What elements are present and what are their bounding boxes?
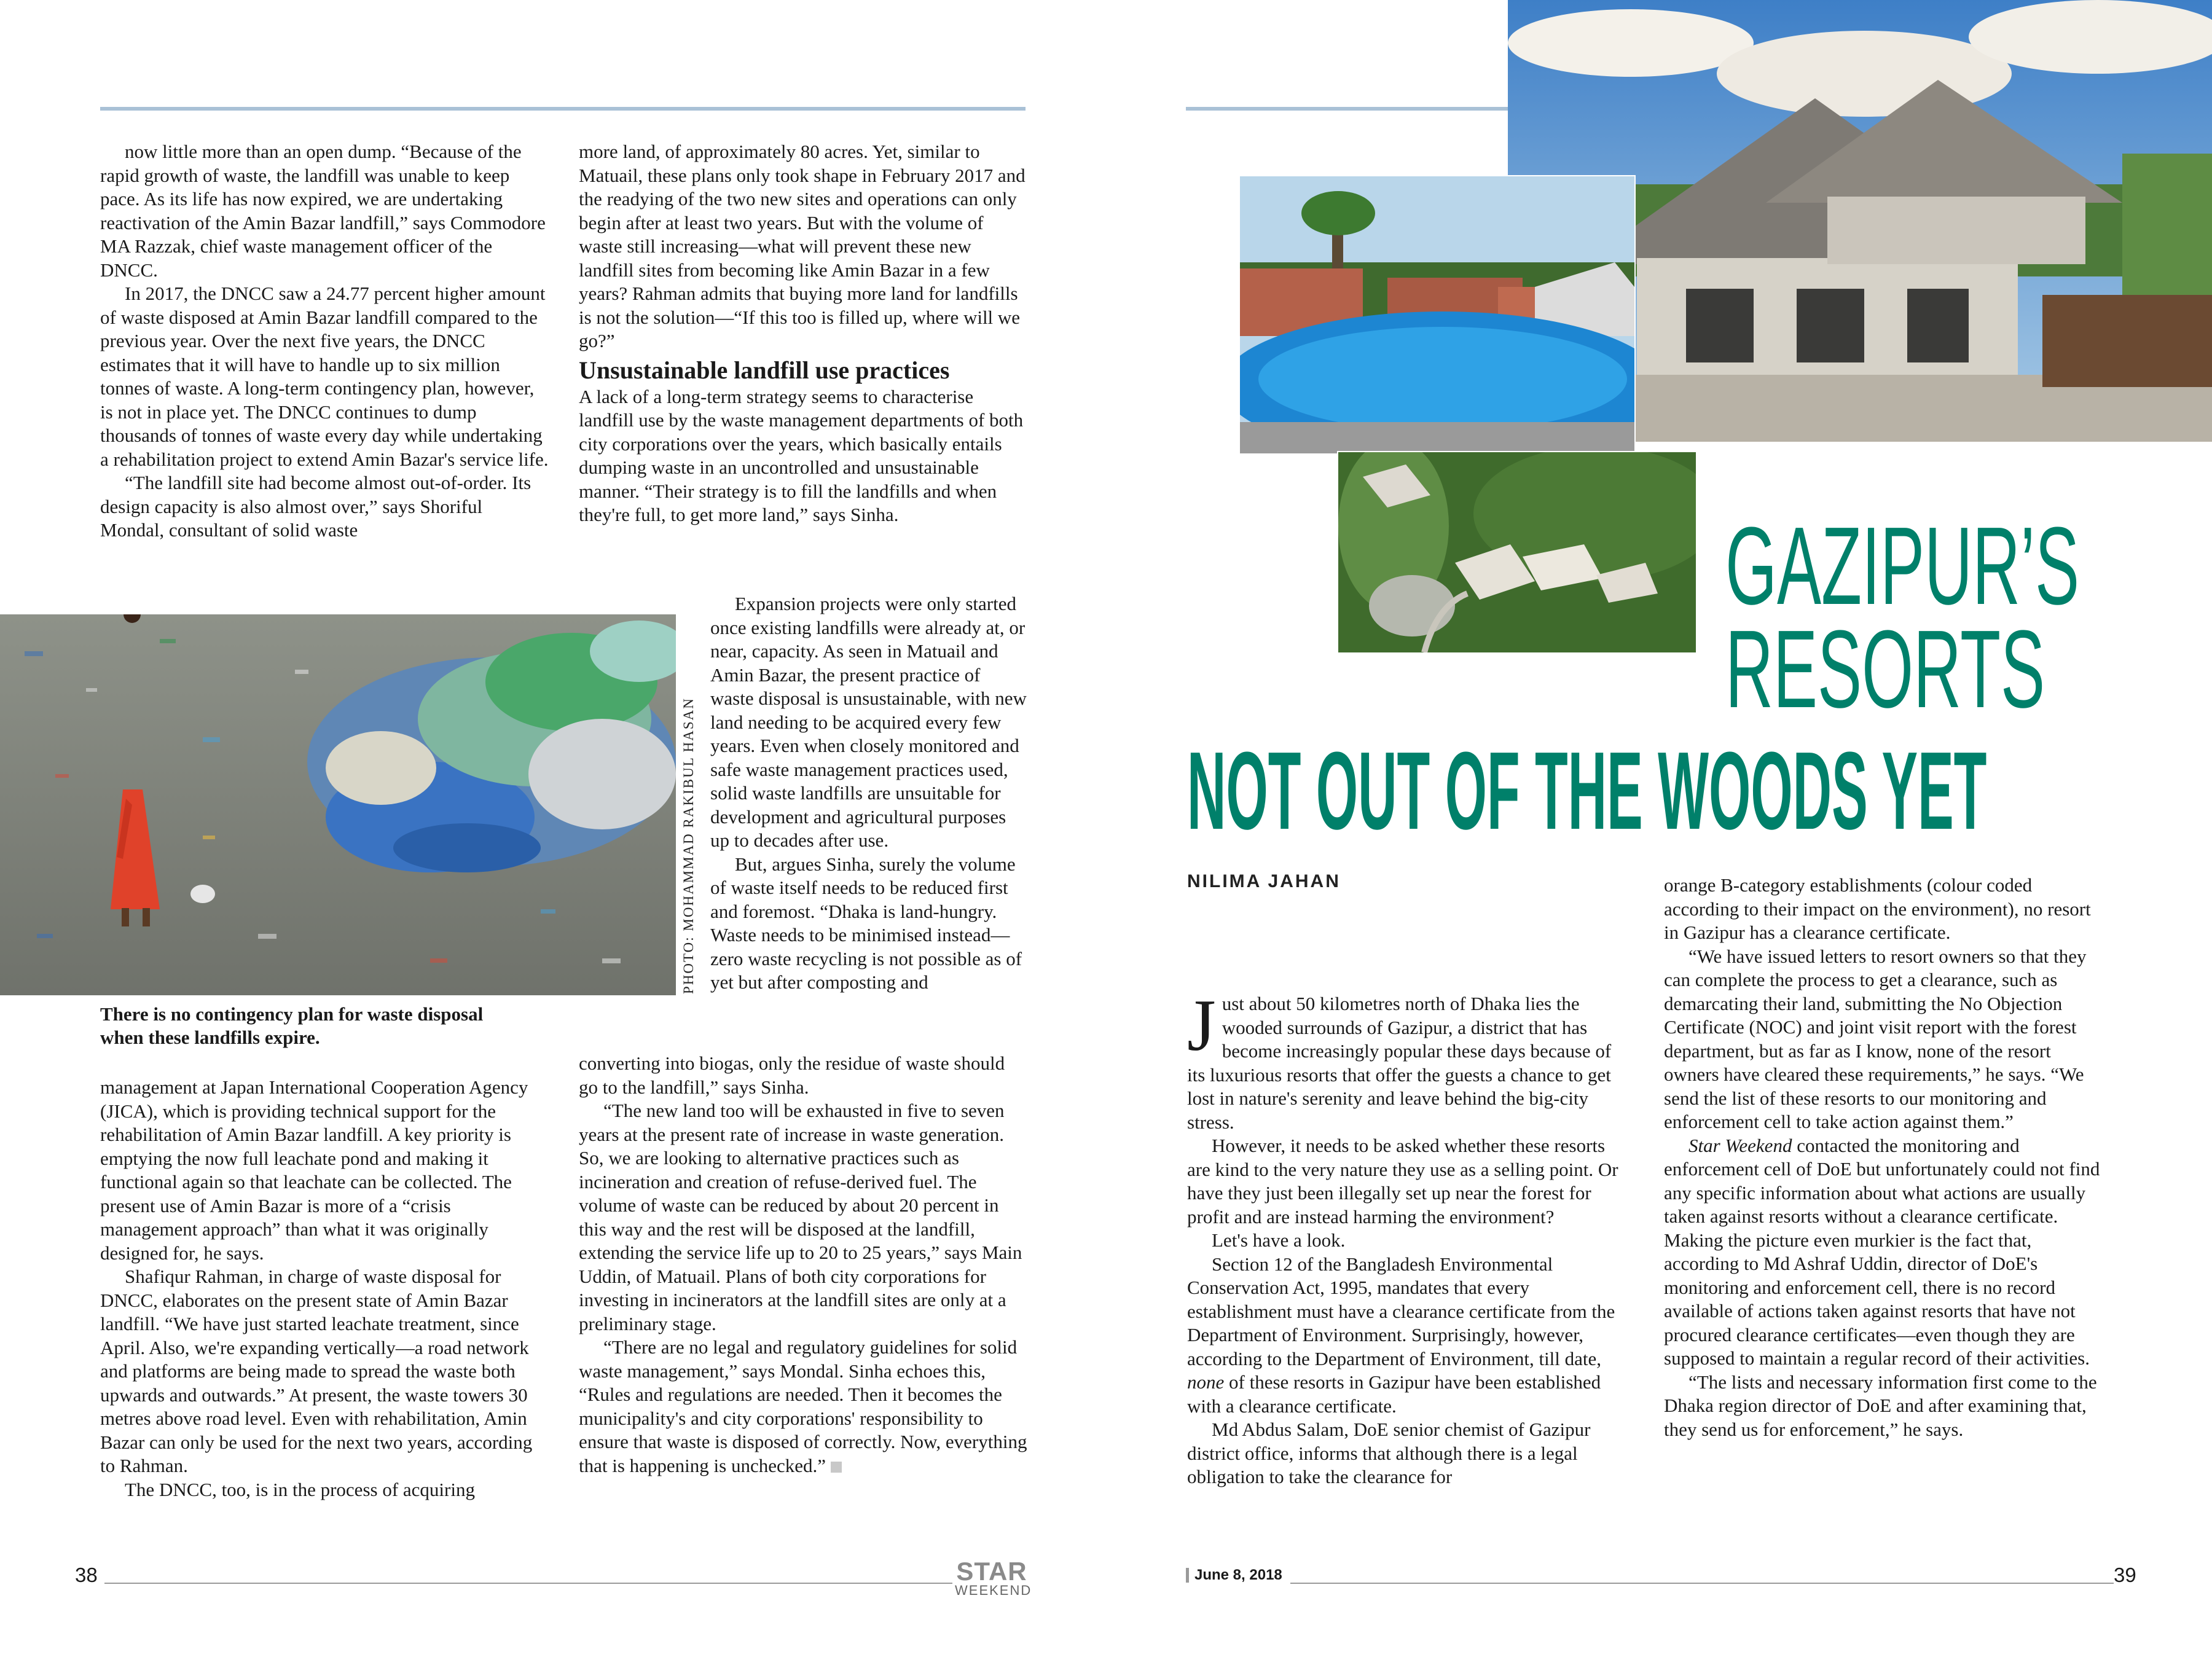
left-column-2: [579, 140, 1027, 527]
paragraph: converting into biogas, only the residue of waste should go to the landfill,” says Sinha.: [579, 1052, 1005, 1098]
paragraph: more land, of approximately 80 acres. Yet, similar to Matuail, these plans only took shape in February 2017 and the readying of the two new sites and operations can only begin after at least two years. But with the volume of waste still increasing—what will prevent these new landfill sites from becoming like Amin Bazar in a few years? Rahman admits that buying more land for landfills is not the solution—“If this too is filled up, where will we go?”: [579, 141, 1026, 351]
publication-name: Star Weekend: [1688, 1134, 1792, 1156]
headline-line-2: RESORTS: [1725, 608, 2045, 731]
aerial-photo-illustration: [1338, 452, 1696, 652]
left-column-1-bottom: [100, 1076, 549, 1502]
paragraph: now little more than an open dump. “Because of the rapid growth of waste, the landfill was unable to keep pace. As its life has now expired, we are undertaking reactivation of the Amin Bazar landfill,” says Commodore MA Razzak, chief waste management officer of the DNCC.: [100, 141, 546, 281]
paragraph: In 2017, the DNCC saw a 24.77 percent higher amount of waste disposed at Amin Bazar landfill compared to the previous year. Over the next five years, the DNCC estimates that it will have to handle up to six million tonnes of waste. A long-term contingency plan, however, is not in place yet. The DNCC continues to dump thousands of tonnes of waste every day while undertaking a rehabilitation project to extend Amin Bazar's service life.: [100, 283, 549, 470]
paragraph: Expansion projects were only started once existing landfills were already at, or near, capacity. As seen in Matuail and Amin Bazar, the present practice of waste disposal is unsustainable, with new land needing to be acquired every few years. Even when closely monitored and safe waste management practices used, solid waste landfills are unsuitable for development and agricultural purposes up to decades after use.: [710, 593, 1027, 851]
paragraph: “We have issued letters to resort owners so that they can complete the process to get a clearance, such as demarcating their land, submitting the No Objection Certificate (NOC) and joint visit report with the forest department, but as far as I know, none of the resort owners have cleared these requirements,” he says. “We send the list of these resorts to our monitoring and enforcement cell to take action against them.”: [1664, 945, 2087, 1132]
resort-pool-photo: [1239, 175, 1636, 455]
paragraph: management at Japan International Cooperation Agency (JICA), which is providing technical support for the rehabilitation of Amin Bazar landfill. A key priority is emptying the now full leachate pond and making it functional again so that leachate can be collected. The present use of Amin Bazar is more of a “crisis management approach” than what it was originally designed for, he says.: [100, 1076, 528, 1264]
paragraph: Shafiqur Rahman, in charge of waste disposal for DNCC, elaborates on the present state of Amin Bazar landfill. “We have just started leachate treatment, since April. Also, we're expanding vertically—a road network and platforms are being made to spread the waste both upwards and outwards.” At present, the waste towers 30 metres above road level. Even with rehabilitation, Amin Bazar can only be used for the next two years, according to Rahman.: [100, 1266, 533, 1476]
right-top-rule: [1186, 107, 1512, 111]
right-column-2: [1664, 874, 2108, 1441]
section12-text-end: of these resorts in Gazipur have been established with a clearance certificate.: [1187, 1371, 1601, 1417]
photo-credit: PHOTO: MOHAMMAD RAKIBUL HASAN: [681, 697, 696, 994]
left-top-rule: [100, 107, 1026, 111]
left-page-number: 38: [75, 1564, 98, 1586]
paragraph-text: contacted the monitoring and enforcement cell of DoE but unfortunately could not find any specific information about what actions are usually taken against resorts without a clearance certificate. Making the picture even murkier is the fact that, according to Md Ashraf Uddin, director of DoE's monitoring and enforcement cell, there is no record available of actions taken against resorts that have not procured clearance certificates—even though they are supposed to maintain a regular record of their activities.: [1664, 1134, 2100, 1369]
section12-text: Section 12 of the Bangladesh Environmental Conservation Act, 1995, mandates that every establishment must have a clearance certificate from the Department of Environment. Surprisingly, however, according to the Department of Environment, till date,: [1187, 1253, 1615, 1369]
paragraph: But, argues Sinha, surely the volume of waste itself needs to be reduced first and foremost. “Dhaka is land-hungry. Waste needs to be minimised instead—zero waste recycling is not possible as of yet but after composting and: [710, 853, 1022, 993]
drop-cap: J: [1187, 984, 1216, 1066]
section12-emphasis: none: [1187, 1371, 1225, 1393]
paragraph: Md Abdus Salam, DoE senior chemist of Gazipur district office, informs that although there is a legal obligation to take the clearance for: [1187, 1419, 1591, 1487]
left-column-2-bottom: [579, 1052, 1027, 1478]
headline-line-3: NOT OUT OF THE WOODS YET: [1187, 729, 1987, 853]
pool-photo-illustration: [1240, 176, 1634, 453]
photo-caption: There is no contingency plan for waste disposal when these landfills expire.: [100, 1003, 484, 1048]
byline: NILIMA JAHAN: [1187, 871, 1341, 891]
paragraph: The DNCC, too, is in the process of acquiring: [125, 1478, 475, 1500]
logo-weekend: WEEKEND: [955, 1583, 1032, 1598]
headline-line-1: GAZIPUR’S: [1725, 504, 2080, 628]
right-footer-rule: [1290, 1583, 2114, 1584]
date-marker: [1186, 1568, 1189, 1583]
paragraph: “The new land too will be exhausted in five to seven years at the present rate of increase in waste generation. So, we are looking to alternative practices such as incineration and creation of refuse-derived fuel. The volume of waste can be reduced by about 20 percent in this way and the rest will be disposed at the landfill, extending the service life up to 20 to 25 years,” says Main Uddin, of Matuail. Plans of both city corporations for investing in incinerators at the landfill sites are only at a preliminary stage.: [579, 1100, 1022, 1334]
landfill-photo: [0, 614, 676, 995]
subheading: Unsustainable landfill use practices: [579, 356, 950, 384]
paragraph-text: “There are no legal and regulatory guidelines for solid waste management,” says Mondal. Sinha echoes this, “Rules and regulations are needed. Then it becomes the municipality's and city corporations' responsibility to ensure that waste is disposed of correctly. Now, everything that is happening is unchecked.”: [579, 1336, 1027, 1476]
resort-aerial-photo: [1337, 451, 1697, 654]
logo-star: STAR: [956, 1557, 1027, 1586]
paragraph: A lack of a long-term strategy seems to characterise landfill use by the waste management departments of both city corporations over the years, which basically entails dumping waste in an uncontrolled and unsustainable manner. “Their strategy is to fill the landfills and when they're full, to get more land,” says Sinha.: [579, 385, 1024, 525]
paragraph: Let's have a look.: [1212, 1229, 1346, 1251]
paragraph: “The lists and necessary information first come to the Dhaka region director of DoE and after examining that, they send us for enforcement,” he says.: [1664, 1371, 2097, 1440]
paragraph: However, it needs to be asked whether these resorts are kind to the very nature they use as a selling point. Or have they just been illegally set up near the forest for profit and are instead harming the environment?: [1187, 1135, 1618, 1228]
left-column-1-top: [100, 140, 549, 542]
landfill-photo-illustration: [0, 614, 676, 995]
end-mark-icon: [831, 1462, 842, 1473]
lead-text: ust about 50 kilometres north of Dhaka lies the wooded surrounds of Gazipur, a district that has become increasingly popular these days because of its luxurious resorts that offer the guests a chance to get lost in nature's serenity and leave behind the big-city stress.: [1187, 993, 1612, 1133]
star-weekend-logo: [955, 1557, 1032, 1598]
paragraph: orange B-category establishments (colour coded according to their impact on the environment), no resort in Gazipur has a clearance certificate.: [1664, 874, 2091, 943]
paragraph: [1187, 1253, 1631, 1419]
lead-paragraph: [1187, 984, 1631, 1134]
left-footer-rule: [104, 1583, 952, 1584]
paragraph: “The landfill site had become almost out-of-order. Its design capacity is also almost over,” says Shoriful Mondal, consultant of solid waste: [100, 472, 531, 541]
issue-date: June 8, 2018: [1194, 1567, 1282, 1583]
right-column-1: [1187, 984, 1631, 1489]
paragraph: [1664, 1134, 2108, 1371]
left-column-2-narrow: [710, 592, 1027, 995]
right-page-number: 39: [2114, 1564, 2136, 1586]
paragraph: [579, 1336, 1027, 1478]
